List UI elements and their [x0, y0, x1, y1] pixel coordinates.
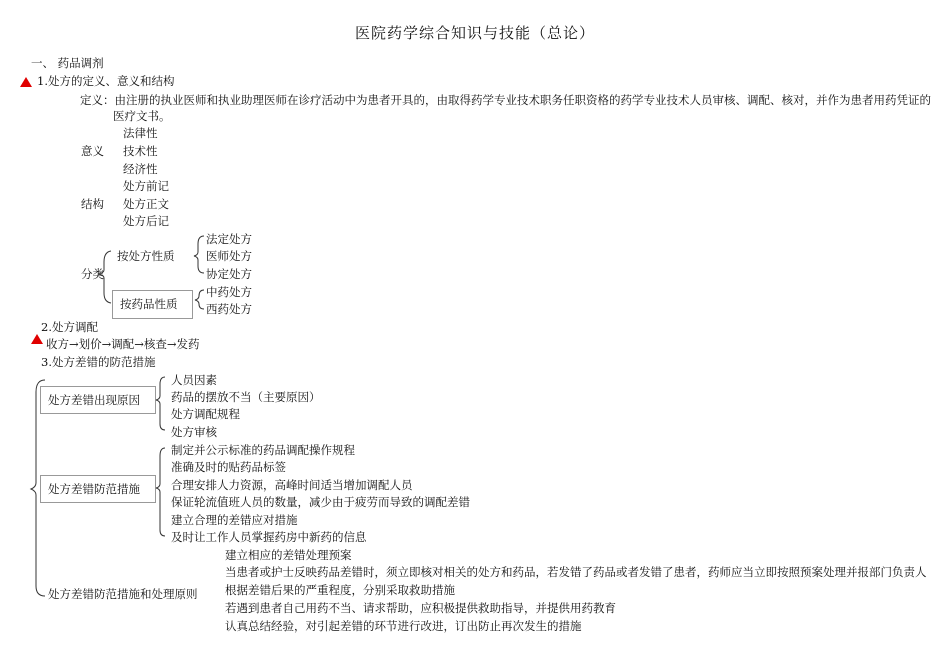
classify-item: 法定处方: [206, 232, 252, 246]
subsection-heading: 2.处方调配: [41, 320, 98, 334]
definition-text: 定义：由注册的执业医师和执业助理医师在诊疗活动中为患者开具的，由取得药学专业技术职务任职资格的药学专业技术人员审核、调配、核对，并作为患者用药凭证的: [80, 93, 931, 107]
meaning-label: 意义: [81, 144, 104, 158]
classify-item: 中药处方: [206, 285, 252, 299]
structure-item: 处方正文: [123, 197, 169, 211]
warning-triangle-icon: [20, 77, 32, 87]
error-handling-label: 处方差错防范措施和处理原则: [48, 587, 198, 601]
classify-by-drug-label: 按药品性质: [120, 297, 178, 311]
dispensing-flow: 收方→划价→调配→核查→发药: [46, 337, 200, 351]
structure-item: 处方前记: [123, 179, 169, 193]
prevention-item: 制定并公示标准的药品调配操作规程: [171, 443, 355, 457]
error-prevention-label: 处方差错防范措施: [48, 482, 140, 496]
page-title: 医院药学综合知识与技能（总论）: [354, 24, 595, 42]
handling-item: 根据差错后果的严重程度，分别采取救助措施: [225, 583, 455, 597]
prevention-item: 合理安排人力资源，高峰时间适当增加调配人员: [171, 478, 413, 492]
structure-item: 处方后记: [123, 214, 169, 228]
handling-item: 认真总结经验，对引起差错的环节进行改进，订出防止再次发生的措施: [225, 619, 582, 633]
subsection-heading: 1.处方的定义、意义和结构: [37, 74, 175, 88]
definition-text-cont: 医疗文书。: [113, 109, 171, 123]
warning-triangle-icon: [31, 334, 43, 344]
prevention-item: 及时让工作人员掌握药房中新药的信息: [171, 530, 367, 544]
classify-by-nature-label: 按处方性质: [117, 249, 175, 263]
classify-label: 分类: [81, 267, 104, 281]
meaning-item: 技术性: [123, 144, 158, 158]
handling-item: 若遇到患者自己用药不当、请求帮助，应积极提供救助指导，并提供用药教育: [225, 601, 616, 615]
cause-item: 处方审核: [171, 425, 217, 439]
structure-label: 结构: [81, 197, 104, 211]
cause-item: 药品的摆放不当（主要原因）: [171, 390, 321, 404]
section-heading: 一、 药品调剂: [31, 56, 104, 70]
subsection-heading: 3.处方差错的防范措施: [41, 355, 156, 369]
classify-item: 医师处方: [206, 249, 252, 263]
cause-item: 人员因素: [171, 373, 217, 387]
error-causes-label: 处方差错出现原因: [48, 393, 140, 407]
prevention-item: 保证轮流值班人员的数量，减少由于疲劳而导致的调配差错: [171, 495, 470, 509]
prevention-item: 准确及时的贴药品标签: [171, 460, 286, 474]
meaning-item: 经济性: [123, 162, 158, 176]
classify-item: 西药处方: [206, 302, 252, 316]
classify-item: 协定处方: [206, 267, 252, 281]
cause-item: 处方调配规程: [171, 407, 240, 421]
handling-item: 当患者或护士反映药品差错时，须立即核对相关的处方和药品，若发错了药品或者发错了患者，药师应当立即按照预案处理并报部门负责人: [225, 565, 927, 579]
meaning-item: 法律性: [123, 126, 158, 140]
prevention-item: 建立合理的差错应对措施: [171, 513, 298, 527]
handling-item: 建立相应的差错处理预案: [225, 548, 352, 562]
